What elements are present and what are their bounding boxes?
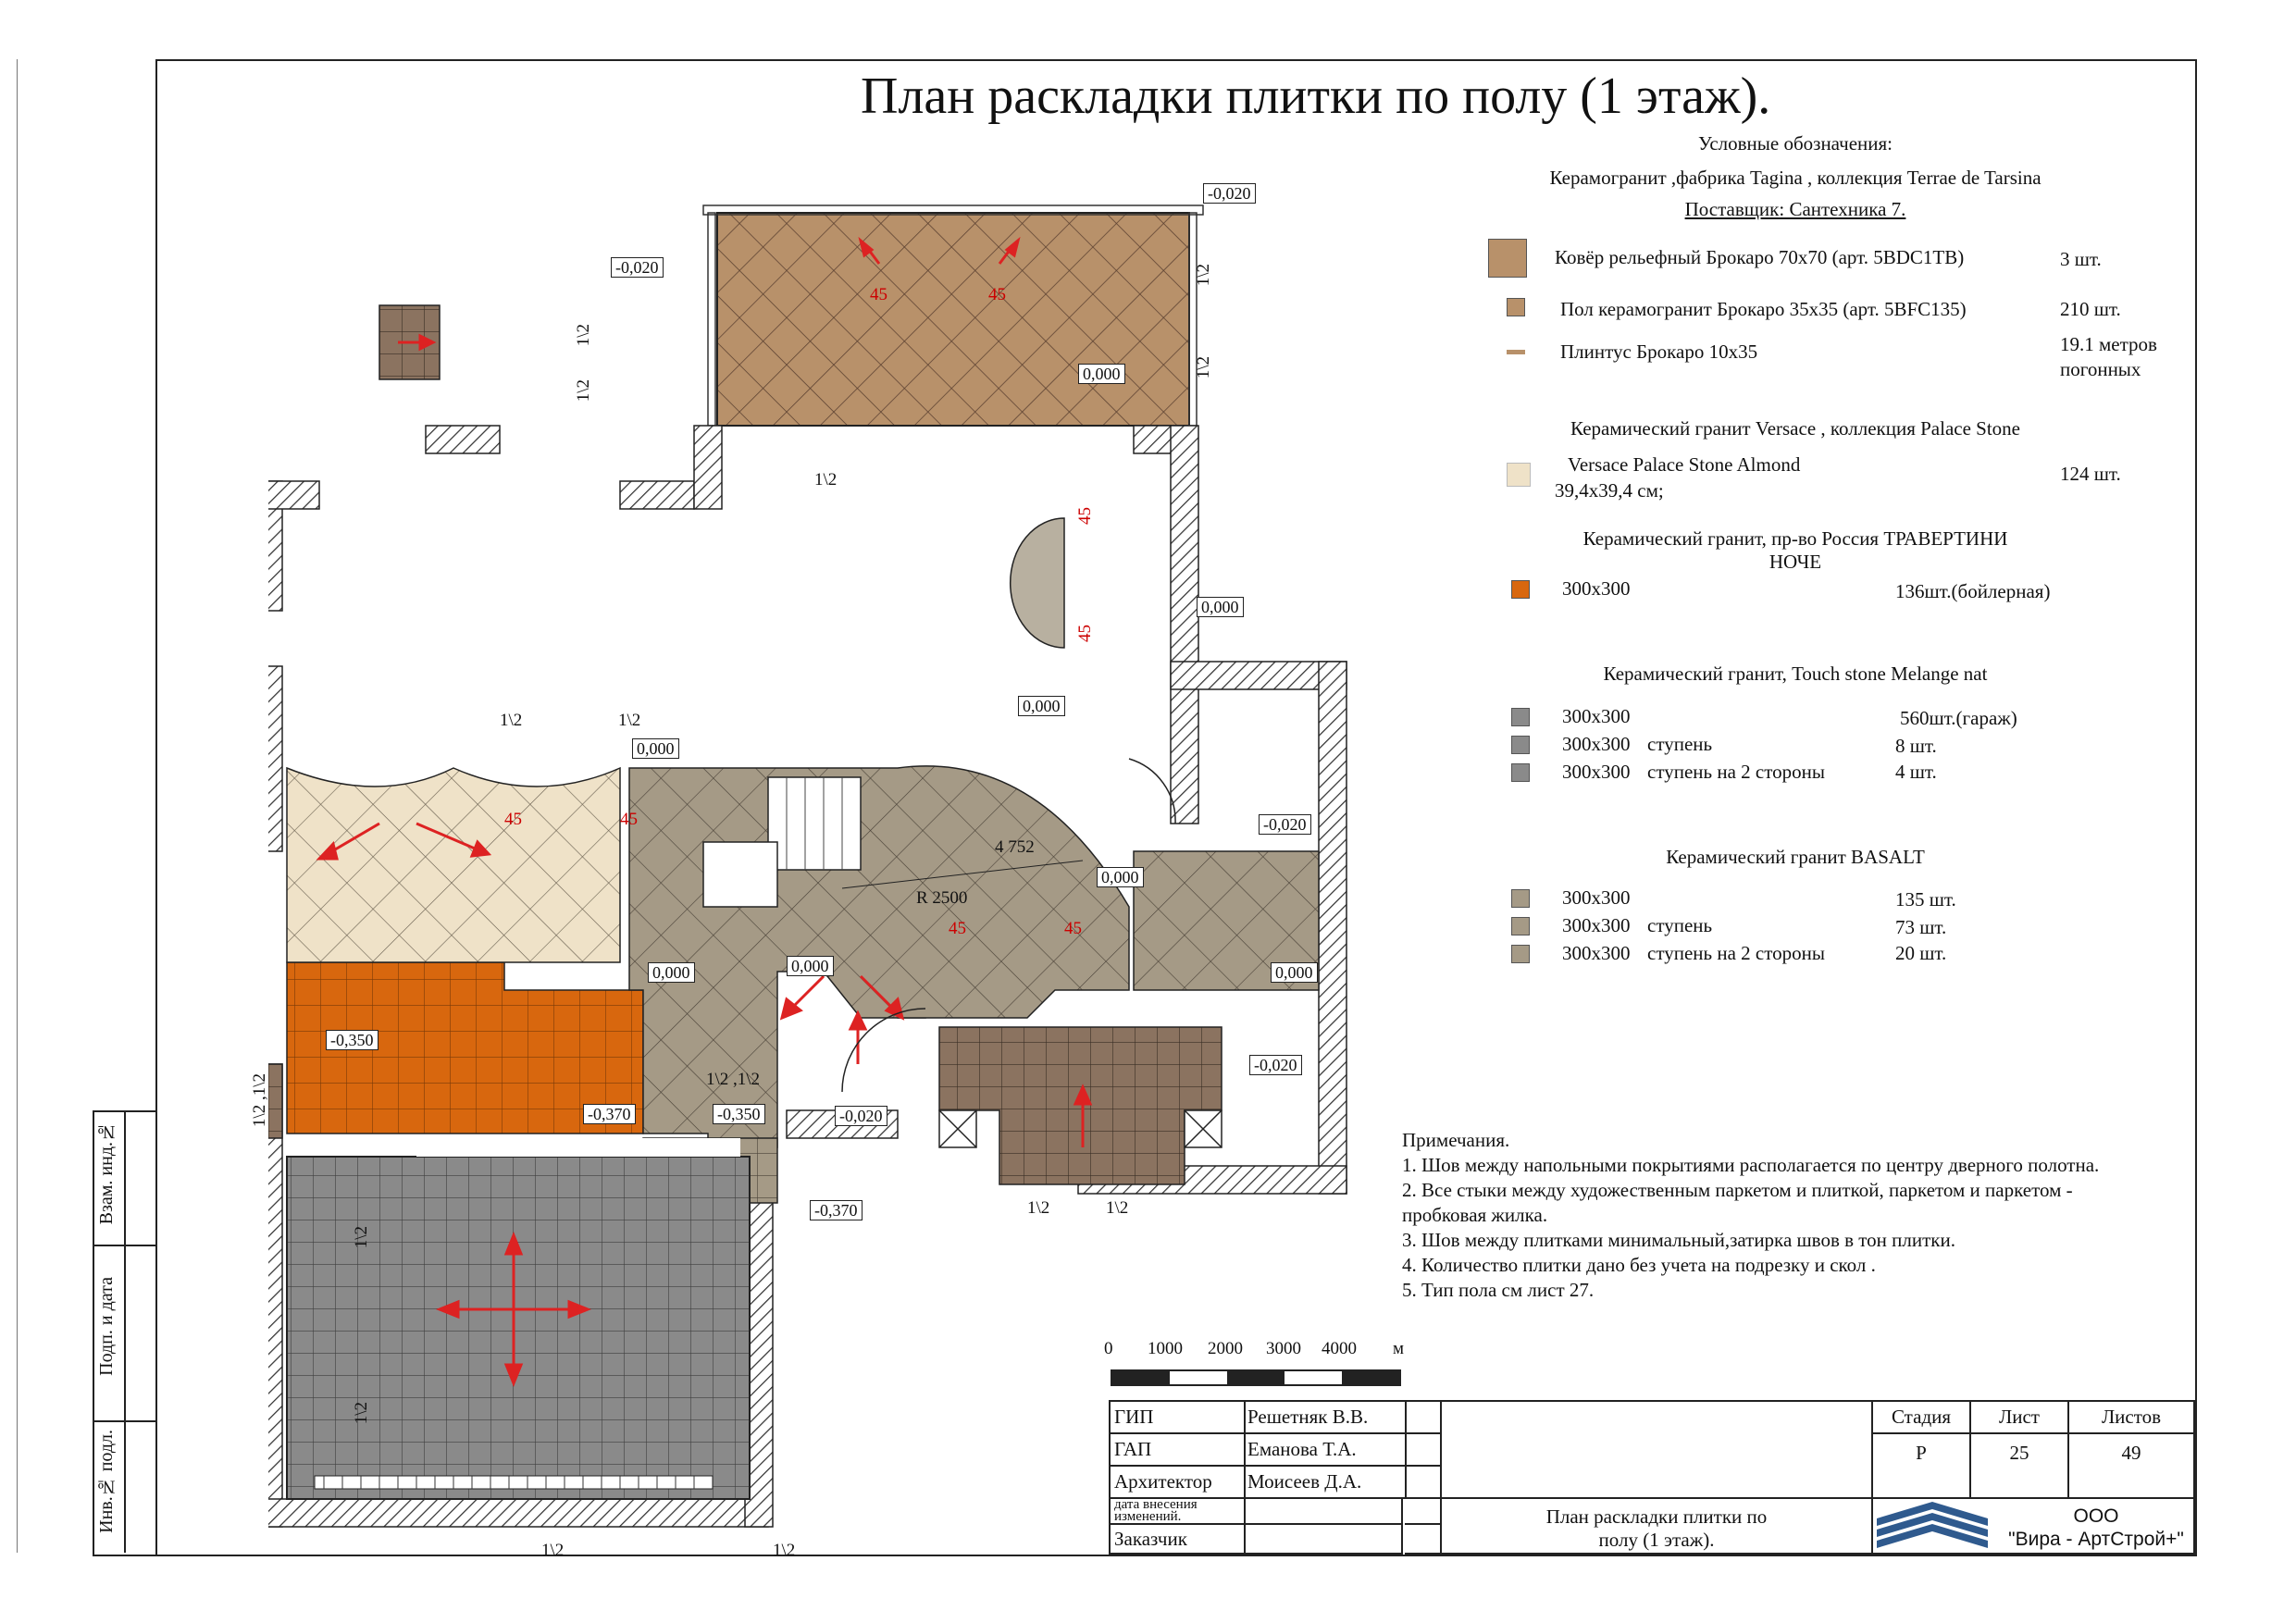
legend-item-size: 300х300 <box>1562 761 1631 783</box>
notes-line: 2. Все стыки между художественным паркетом и плиткой, паркетом и паркетом - <box>1402 1179 2073 1201</box>
legend-item-qty: 3 шт. <box>2060 248 2102 270</box>
legend-group1-title: Керамогранит ,фабрика Tagina , коллекция Terrae de Tarsina <box>1549 167 2042 189</box>
side-label-signature: Подп. и дата <box>96 1277 117 1376</box>
legend-item-qty: погонных <box>2060 358 2141 380</box>
level-marker: 0,000 <box>787 956 834 976</box>
notes-line: 4. Количество плитки дано без учета на подрезку и скол . <box>1402 1254 1876 1276</box>
scale-tick: 4000 <box>1322 1339 1357 1358</box>
stamp-name <box>1244 1499 1403 1525</box>
radius-label: R 2500 <box>916 888 968 908</box>
legend-item-label: Плинтус Брокаро 10х35 <box>1560 341 1758 363</box>
swatch-basalt <box>1511 889 1530 908</box>
level-marker: -0,020 <box>1203 183 1256 204</box>
swatch-terrae-floor <box>1507 298 1525 316</box>
swatch-terrae-skirting <box>1507 350 1525 354</box>
level-marker: -0,370 <box>583 1104 636 1124</box>
legend-item-size: 300х300 <box>1562 705 1631 727</box>
angle-label: 45 <box>949 919 966 938</box>
legend-item-label: Versace Palace Stone Almond <box>1568 453 1801 476</box>
swatch-basalt-step2 <box>1511 945 1530 963</box>
stamp-sign <box>1405 1525 1442 1555</box>
legend-item-qty: 19.1 метров <box>2060 333 2157 355</box>
level-marker: -0,350 <box>713 1104 765 1124</box>
stamp-role: Заказчик <box>1111 1525 1246 1555</box>
binding-sep-2 <box>93 1420 155 1422</box>
stamp-name: Моисеев Д.А. <box>1244 1467 1407 1499</box>
scale-tick: 1000 <box>1148 1339 1183 1358</box>
stamp-project-cell <box>1442 1402 1873 1499</box>
scale-tick: 0 <box>1104 1339 1113 1358</box>
legend-item-size: 300х300 <box>1562 942 1631 964</box>
dim-label: 1\2 <box>500 711 523 730</box>
scale-tick: 2000 <box>1208 1339 1243 1358</box>
angle-label: 45 <box>1075 507 1095 525</box>
swatch-touchstone-step <box>1511 736 1530 754</box>
dim-label: 1\2 ,1\2 <box>706 1070 761 1089</box>
stamp-role: дата внесения изменений. <box>1111 1499 1246 1525</box>
dim-label: 1\2 <box>574 324 593 347</box>
left-edge-line <box>17 59 18 1553</box>
company-logo <box>1877 1502 1988 1550</box>
dim-label: 1\2 ,1\2 <box>250 1073 269 1128</box>
legend-item-qty: 560шт.(гараж) <box>1900 707 2017 729</box>
swatch-touchstone-step2 <box>1511 763 1530 782</box>
stamp <box>1109 1400 2195 1555</box>
legend-item-size: 300х300 <box>1562 914 1631 936</box>
legend-heading: Условные обозначения: <box>1697 132 1893 155</box>
legend-item-type: ступень <box>1647 914 1713 936</box>
level-marker: 0,000 <box>1018 696 1065 716</box>
side-label-replace: Взам. инд.№ <box>96 1121 117 1225</box>
dim-label: 1\2 <box>352 1402 371 1425</box>
dim-label: 1\2 <box>352 1226 371 1249</box>
level-marker: -0,020 <box>835 1106 887 1126</box>
chord-label: 4 752 <box>995 837 1035 857</box>
swatch-versace <box>1507 463 1531 487</box>
stamp-sheet: 25 <box>1971 1434 2069 1499</box>
legend-item-label: 39,4х39,4 см; <box>1555 479 1664 502</box>
level-marker: 0,000 <box>648 962 695 983</box>
dim-label: 1\2 <box>618 711 641 730</box>
legend-item-label: Пол керамогранит Брокаро 35х35 (арт. 5BFC135) <box>1560 298 1967 320</box>
swatch-terrae-carpet <box>1488 239 1527 278</box>
angle-label: 45 <box>504 810 522 829</box>
dim-label: 1\2 <box>1194 356 1213 379</box>
notes-line: 5. Тип пола см лист 27. <box>1402 1279 1595 1301</box>
legend-item-qty: 4 шт. <box>1895 761 1937 783</box>
page-title: План раскладки плитки по полу (1 этаж). <box>861 68 1771 125</box>
legend-item-qty: 135 шт. <box>1895 888 1956 911</box>
notes-heading: Примечания. <box>1402 1129 1510 1151</box>
binding-sep-1 <box>93 1245 155 1246</box>
scale-tick: 3000 <box>1266 1339 1301 1358</box>
level-marker: -0,370 <box>810 1200 863 1220</box>
level-marker: 0,000 <box>1078 364 1125 384</box>
level-marker: -0,020 <box>611 257 664 278</box>
legend-item-type: ступень на 2 стороны <box>1647 761 1825 783</box>
stamp-stage-label: Стадия <box>1873 1402 1971 1434</box>
legend-group4-title: Керамический гранит, Touch stone Melange nat <box>1603 663 1988 685</box>
notes-line: пробковая жилка. <box>1402 1204 1548 1226</box>
legend-item-size: 300х300 <box>1562 577 1631 600</box>
notes-line: 1. Шов между напольными покрытиями располагается по центру дверного полотна. <box>1402 1154 2100 1176</box>
level-marker: 0,000 <box>1197 597 1244 617</box>
dim-label: 1\2 <box>574 379 593 403</box>
stamp-sign <box>1405 1467 1442 1499</box>
stamp-drawing-title: План раскладки плитки по <box>1545 1505 1768 1528</box>
dim-label: 1\2 <box>1027 1198 1050 1218</box>
dim-label: 1\2 <box>541 1541 565 1560</box>
stamp-name: Еманова Т.А. <box>1244 1434 1407 1467</box>
legend-group3-title: НОЧЕ <box>1769 551 1822 573</box>
swatch-basalt-step <box>1511 917 1530 935</box>
swatch-travertine <box>1511 580 1530 599</box>
legend-item-size: 300х300 <box>1562 886 1631 909</box>
stamp-name: Решетняк В.В. <box>1244 1402 1407 1434</box>
stamp-sign <box>1405 1499 1442 1525</box>
angle-label: 45 <box>988 285 1006 304</box>
level-marker: -0,350 <box>326 1030 379 1050</box>
scale-bar <box>1111 1369 1401 1386</box>
swatch-touchstone <box>1511 708 1530 726</box>
level-marker: -0,020 <box>1259 814 1311 835</box>
stamp-sheets: 49 <box>2069 1434 2195 1499</box>
legend-item-qty: 20 шт. <box>1895 942 1947 964</box>
legend-item-qty: 136шт.(бойлерная) <box>1895 580 2051 602</box>
stamp-role: ГАП <box>1111 1434 1246 1467</box>
notes-line: 3. Шов между плитками минимальный,затирка швов в тон плитки. <box>1402 1229 1955 1251</box>
legend-item-size: 300х300 <box>1562 733 1631 755</box>
scale-tick: м <box>1393 1339 1405 1358</box>
angle-label: 45 <box>1064 919 1082 938</box>
stamp-sheets-label: Листов <box>2069 1402 2195 1434</box>
stamp-sign <box>1405 1402 1442 1434</box>
side-label-inventory: Инв.№ подл. <box>96 1430 117 1533</box>
stamp-role: ГИП <box>1111 1402 1246 1434</box>
dim-label: 1\2 <box>1194 264 1213 287</box>
legend-group2-title: Керамический гранит Versace , коллекция Palace Stone <box>1570 417 2020 440</box>
legend-item-type: ступень на 2 стороны <box>1647 942 1825 964</box>
level-marker: 0,000 <box>1271 962 1318 983</box>
legend-group1-supplier: Поставщик: Сантехника 7. <box>1684 198 1906 220</box>
legend-item-label: Ковёр рельефный Брокаро 70х70 (арт. 5BDC1TB) <box>1555 246 1965 268</box>
dim-label: 1\2 <box>1106 1198 1129 1218</box>
stamp-sign <box>1405 1434 1442 1467</box>
legend-group5-title: Керамический гранит BASALT <box>1666 846 1925 868</box>
stamp-drawing-title: полу (1 этаж). <box>1598 1529 1715 1551</box>
dim-label: 1\2 <box>814 470 838 489</box>
legend-item-qty: 210 шт. <box>2060 298 2121 320</box>
angle-label: 45 <box>620 810 638 829</box>
stamp-stage: Р <box>1873 1434 1971 1499</box>
dim-label: 1\2 <box>773 1541 796 1560</box>
legend-item-type: ступень <box>1647 733 1713 755</box>
legend-item-qty: 8 шт. <box>1895 735 1937 757</box>
stamp-company: ООО <box>2073 1505 2119 1527</box>
stamp-name <box>1244 1525 1403 1555</box>
level-marker: 0,000 <box>1097 867 1144 887</box>
stamp-company: "Вира - АртСтрой+" <box>2008 1529 2184 1550</box>
stamp-sheet-label: Лист <box>1971 1402 2069 1434</box>
level-marker: -0,020 <box>1249 1055 1302 1075</box>
legend-item-qty: 124 шт. <box>2060 463 2121 485</box>
legend-group3-title: Керамический гранит, пр-во Россия ТРАВЕРТИНИ <box>1582 527 2008 550</box>
level-marker: 0,000 <box>632 738 679 759</box>
stamp-role: Архитектор <box>1111 1467 1246 1499</box>
binding-divider <box>124 1110 126 1553</box>
angle-label: 45 <box>1075 625 1095 642</box>
legend-item-qty: 73 шт. <box>1895 916 1947 938</box>
angle-label: 45 <box>870 285 887 304</box>
